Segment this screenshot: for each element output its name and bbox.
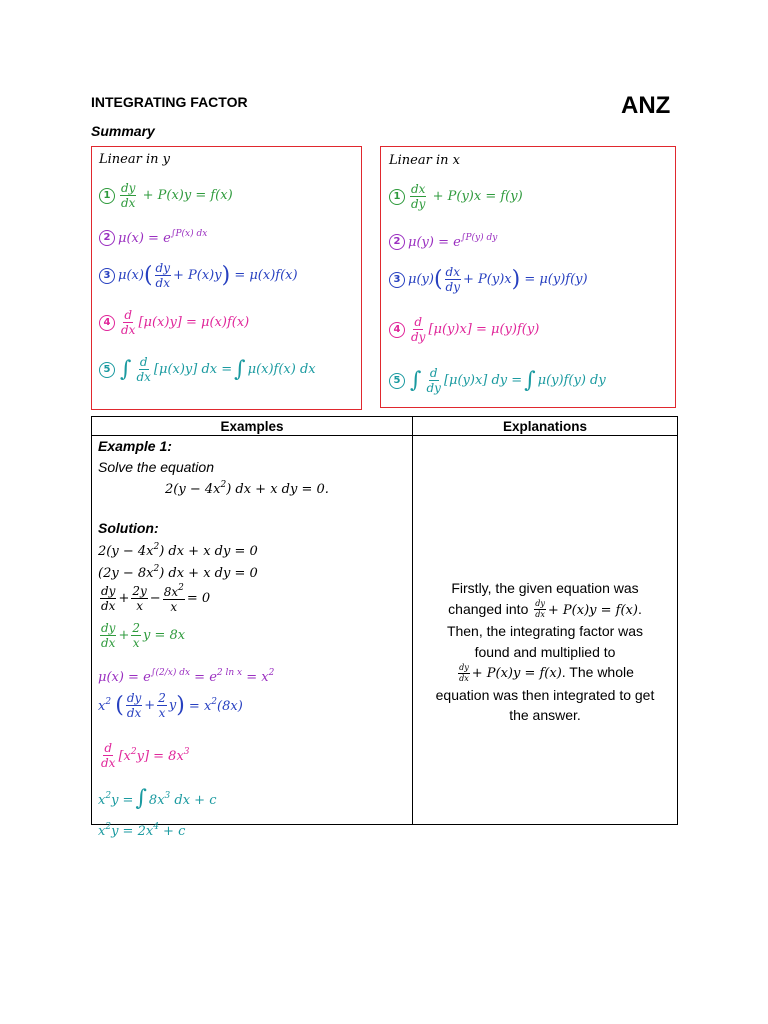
explanation-text bbox=[421, 578, 669, 726]
examples-cell bbox=[92, 436, 413, 839]
explanations-column-header: Explanations bbox=[413, 417, 678, 436]
explanation-line-2: changed into $\frac{dy}{dx}$ + P(x)y = f(x). bbox=[448, 599, 642, 620]
step-number-1: 1 bbox=[389, 189, 405, 205]
step-number-5: 5 bbox=[389, 373, 405, 389]
solution-line-4: $\frac{dy}{dx}$ + $\frac{2}{x}$ y = 8x bbox=[101, 621, 186, 650]
linear-in-x-box bbox=[380, 146, 676, 408]
explanation-line-5: $\frac{dy}{dx}$ + P(x)y = f(x). The whole bbox=[459, 662, 634, 683]
example-prompt: Solve the equation bbox=[98, 459, 214, 475]
y-step-4: 4 $\frac{d}{dx}$ [μ(x)y] = μ(x)f(x) bbox=[99, 309, 249, 336]
explanation-line-3: Then, the integrating factor was bbox=[446, 623, 644, 639]
linear-in-x-heading: Linear in x bbox=[389, 153, 460, 168]
step-number-4: 4 bbox=[389, 322, 405, 338]
solution-line-3: $\frac{dy}{dx}$ + $\frac{2y}{x}$ − $\frac{8x^2}{x}$ = 0 bbox=[101, 583, 211, 614]
solution-line-2: $(2y - 8x^2)$ dx + x dy = 0 bbox=[98, 564, 258, 581]
solution-line-8: $x^2y$ = ∫ $8x^3$ dx + c bbox=[98, 786, 217, 811]
examples-table bbox=[91, 416, 678, 839]
explanations-cell bbox=[413, 436, 678, 825]
y-step-2: 2 $\mu(x) = e^{\int P(x) dx}$ bbox=[99, 229, 207, 246]
linear-in-y-heading: Linear in y bbox=[99, 152, 170, 167]
solution-line-7: $\frac{d}{dx}$ $[x^2y] = 8x^3$ bbox=[101, 741, 190, 770]
step-number-5: 5 bbox=[99, 362, 115, 378]
y-step-5: 5 ∫ $\frac{d}{dx}$ [μ(x)y] dx = ∫ μ(x)f(x) dx bbox=[99, 356, 316, 383]
solution-label: Solution: bbox=[98, 520, 159, 536]
solution-line-6: $x^2$ ( $\frac{dy}{dx}$ + $\frac{2}{x}$ y ) = $x^2(8x)$ bbox=[98, 691, 243, 720]
x-step-1: 1 $\frac{dx}{dy}$ + P(y)x = f(y) bbox=[389, 183, 523, 210]
linear-in-y-box bbox=[91, 146, 362, 410]
step-number-2: 2 bbox=[99, 230, 115, 246]
x-step-3: 3 μ(y) ( $\frac{dx}{dy}$ + P(y)x ) = μ(y)f(y) bbox=[389, 266, 588, 293]
x-step-5: 5 ∫ $\frac{d}{dy}$ [μ(y)x] dy = ∫ μ(y)f(y) dy bbox=[389, 367, 606, 394]
solution-line-5: $\mu(x) = e^{\int(2/x) dx} = e^{2 ln x} = x^2$ bbox=[98, 668, 275, 685]
step-number-3: 3 bbox=[389, 272, 405, 288]
page-title: INTEGRATING FACTOR bbox=[91, 94, 248, 110]
summary-heading: Summary bbox=[91, 123, 155, 139]
explanation-line-6: equation was then integrated to get bbox=[435, 686, 655, 703]
x-step-4: 4 $\frac{d}{dy}$ [μ(y)x] = μ(y)f(y) bbox=[389, 316, 539, 343]
example-equation: $2(y - 4x^2)$ dx + x dy = 0. bbox=[165, 480, 329, 497]
y-step-1: 1 $\frac{dy}{dx}$ + P(x)y = f(x) bbox=[99, 182, 233, 209]
x-step-2: 2 $\mu(y) = e^{\int P(y) dy}$ bbox=[389, 233, 497, 250]
step-number-3: 3 bbox=[99, 268, 115, 284]
explanation-line-1: Firstly, the given equation was bbox=[451, 580, 639, 596]
step-number-4: 4 bbox=[99, 315, 115, 331]
y-step-3: 3 μ(x) ( $\frac{dy}{dx}$ + P(x)y ) = μ(x)f(x) bbox=[99, 262, 298, 289]
solution-line-1: $2(y - 4x^2)$ dx + x dy = 0 bbox=[98, 542, 258, 559]
solution-line-9: $x^2y = 2x^4 + c$ bbox=[98, 822, 186, 839]
example-title: Example 1: bbox=[98, 438, 172, 454]
explanation-line-4: found and multiplied to bbox=[474, 643, 616, 660]
step-number-2: 2 bbox=[389, 234, 405, 250]
examples-column-header: Examples bbox=[92, 417, 413, 436]
brand-logo: ANZ bbox=[621, 92, 671, 119]
step-number-1: 1 bbox=[99, 188, 115, 204]
explanation-line-7: the answer. bbox=[509, 707, 581, 723]
